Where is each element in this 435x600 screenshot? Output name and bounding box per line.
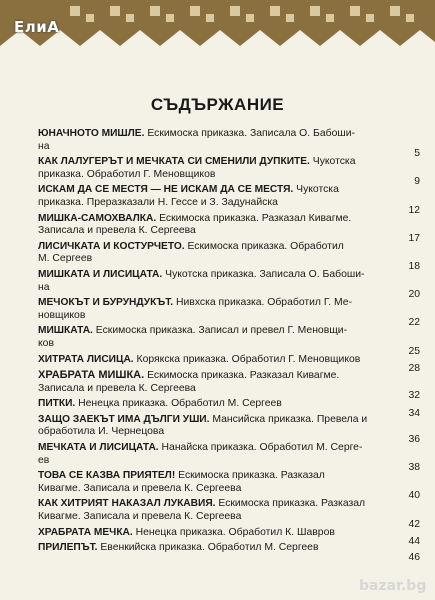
toc-page-number: 25: [408, 345, 420, 357]
toc-entry-line: [38, 542, 420, 555]
toc-entry-line: [38, 213, 420, 226]
ornament-pattern: [0, 0, 435, 50]
toc-entry: [38, 240, 420, 272]
toc-entry-line: [38, 253, 420, 266]
bazar-logo: [357, 572, 429, 596]
toc-entry-line: [38, 483, 420, 496]
toc-entry-text: Нанайска приказка. Обработил М. Серге-: [161, 442, 363, 454]
logo-text: bazar.bg: [359, 578, 427, 594]
toc-entry-text: Чукотска приказка. Записала О. Бабоши-: [165, 268, 365, 280]
toc-entry: [38, 156, 420, 188]
toc-entry-line: [38, 498, 420, 511]
toc-page-number: 9: [414, 176, 420, 188]
toc-entry-line: [38, 470, 420, 483]
toc-entry: [38, 442, 420, 474]
toc-entry-line: [38, 310, 420, 323]
toc-entry-text: Ескимоска приказка. Разказал: [178, 470, 325, 482]
toc-entry-title: КАК ХИТРИЯТ НАКАЗАЛ ЛУКАВИЯ.: [38, 498, 216, 510]
toc-entry-line: [38, 184, 420, 197]
toc-entry-text: Нивхска приказка. Обработил Г. Ме-: [176, 297, 353, 309]
toc-entry: [38, 128, 420, 160]
toc-entry-text: Записала и превела К. Сергеева: [38, 225, 196, 237]
toc-entry: [38, 212, 420, 244]
toc-entry: [38, 184, 420, 216]
toc-entry-text: Ескимоска приказка. Разказал Кивагме.: [147, 370, 340, 382]
page-title: СЪДЪРЖАНИЕ: [150, 95, 285, 114]
toc-page-number: 5: [414, 148, 420, 160]
toc-entry: [38, 268, 420, 301]
toc-page-number: 22: [408, 317, 420, 329]
toc-page-number: 32: [408, 390, 420, 402]
toc-entry-text: Корякска приказка. Обработил Г. Меновщиков: [136, 353, 361, 365]
toc-entry-line: [38, 527, 420, 540]
toc-entry-title: ЮНАЧНОТО МИШЛЕ.: [38, 128, 145, 139]
toc-entry: [38, 297, 420, 329]
toc-page-number: 28: [408, 363, 420, 375]
toc-entry-line: [38, 169, 420, 182]
toc-entry-title: КАК ЛАЛУГЕРЪТ И МЕЧКАТА СИ СМЕНИЛИ ДУПКИТЕ.: [38, 156, 310, 168]
toc-page-number: 18: [408, 260, 420, 272]
toc-entry-line: [38, 383, 420, 396]
toc-entry-text: Чукотска: [312, 156, 356, 168]
toc-entry: [38, 353, 420, 375]
toc-entry-line: [38, 297, 420, 310]
toc-entry-text: Ескимоска приказка. Записал и превел Г. Меновщи-: [95, 325, 348, 337]
toc-page-number: 40: [408, 490, 420, 502]
watermark-logo: ЕлиА: [14, 18, 60, 36]
toc-entry-title: МЕЧКАТА И ЛИСИЦАТА.: [38, 442, 159, 454]
toc-entry-text: обработила И. Чернецова: [38, 426, 165, 438]
toc-entry-text: Ескимоска приказка. Обработил: [187, 240, 344, 252]
toc-entry-line: [38, 398, 420, 411]
toc-entry-title: ИСКАМ ДА СЕ МЕСТЯ — НЕ ИСКАМ ДА СЕ МЕСТЯ.: [38, 184, 294, 196]
toc-entry-line: [38, 141, 420, 154]
toc-entry-line: [38, 269, 420, 282]
toc-page-number: 20: [408, 289, 420, 301]
toc-entry-line: [38, 241, 420, 254]
toc-entry-line: [38, 128, 420, 141]
toc-entry-text: Евенкийска приказка. Обработил М. Сергеев: [100, 542, 319, 554]
toc-entry: [38, 470, 420, 502]
toc-entry-text: Чукотска: [296, 184, 339, 196]
toc-entry-line: [38, 511, 420, 524]
toc-entry-text: Ненецка приказка. Обработил М. Сергеев: [78, 398, 282, 410]
toc-entry-line: [38, 197, 420, 210]
toc-entry-text: Кивагме. Записала и превела К. Сергеева: [38, 482, 242, 494]
toc-entry-text: Мансийска приказка. Превела и: [212, 413, 368, 425]
toc-entry: [38, 498, 420, 530]
toc-entry-line: [38, 338, 420, 351]
toc-entry-line: [38, 426, 420, 439]
toc-entry-text: новщиков: [38, 309, 86, 321]
toc-entry-line: [38, 442, 420, 455]
toc-page-number: 46: [408, 551, 420, 563]
toc-entry-line: [38, 369, 420, 383]
toc-entry-text: на: [38, 140, 50, 152]
toc-entry: [38, 542, 420, 563]
toc-entry: [38, 325, 420, 357]
toc-entry-text: Ескимоска приказка. Записала О. Бабоши-: [147, 128, 355, 139]
toc-entry-line: [38, 354, 420, 367]
toc-entry-title: МИШКАТА И ЛИСИЦАТА.: [38, 268, 163, 280]
toc-entry-line: [38, 225, 420, 238]
toc-entry-title: МЕЧОКЪТ И БУРУНДУКЪТ.: [38, 297, 174, 309]
toc-page-number: 42: [408, 518, 420, 530]
toc-entry-title: ПИТКИ.: [38, 398, 76, 410]
toc-entry-text: Ненецка приказка. Обработил К. Шавров: [135, 526, 335, 538]
toc-entry-title: ХРАБРАТА МИШКА.: [38, 369, 145, 382]
toc-entry-text: Ескимоска приказка. Разказал: [218, 498, 366, 510]
toc-entry-line: [38, 325, 420, 338]
toc-entry-text: на: [38, 281, 50, 293]
toc-entry-line: [38, 414, 420, 427]
toc-entry-text: Ескимоска приказка. Разказал Кивагме.: [159, 212, 352, 224]
toc-entry-line: [38, 455, 420, 468]
toc-entry-title: ХРАБРАТА МЕЧКА.: [38, 526, 133, 538]
ornamental-border: [0, 0, 435, 50]
toc-page-number: 34: [408, 407, 420, 419]
toc-page-number: 17: [408, 232, 420, 244]
toc-entry: [38, 369, 420, 402]
toc-page-number: 12: [408, 204, 420, 216]
toc-entry-title: ЛИСИЧКАТА И КОСТУРЧЕТО.: [38, 240, 185, 252]
toc-entry-title: МИШКА-САМОХВАЛКА.: [38, 212, 157, 224]
toc-entry-title: ТОВА СЕ КАЗВА ПРИЯТЕЛ!: [38, 470, 176, 482]
toc-entry-line: [38, 282, 420, 295]
toc-entry-title: ХИТРАТА ЛИСИЦА.: [38, 353, 134, 365]
toc-page-number: 38: [408, 462, 420, 474]
toc-entry-text: Записала и превела К. Сергеева: [38, 382, 196, 394]
toc-entry-line: [38, 156, 420, 169]
toc-entry-title: ПРИЛЕПЪТ.: [38, 542, 98, 554]
toc-page-number: 44: [408, 536, 420, 548]
toc-entry-text: М. Сергеев: [38, 253, 93, 265]
toc-entry-title: ЗАЩО ЗАЕКЪТ ИМА ДЪЛГИ УШИ.: [38, 413, 210, 425]
toc-entry-text: ков: [38, 337, 54, 349]
toc-entry-text: Кивагме. Записала и превела К. Сергеева: [38, 511, 242, 523]
toc-entry-text: приказка. Преразказали Н. Гессе и З. Задунайска: [38, 196, 278, 208]
toc-entry-text: приказка. Обработил Г. Меновщиков: [38, 168, 216, 180]
toc-entry-title: МИШКАТА.: [38, 325, 93, 337]
toc-page-number: 36: [408, 434, 420, 446]
toc-entry-text: ев: [38, 454, 50, 466]
table-of-contents: [38, 128, 420, 563]
